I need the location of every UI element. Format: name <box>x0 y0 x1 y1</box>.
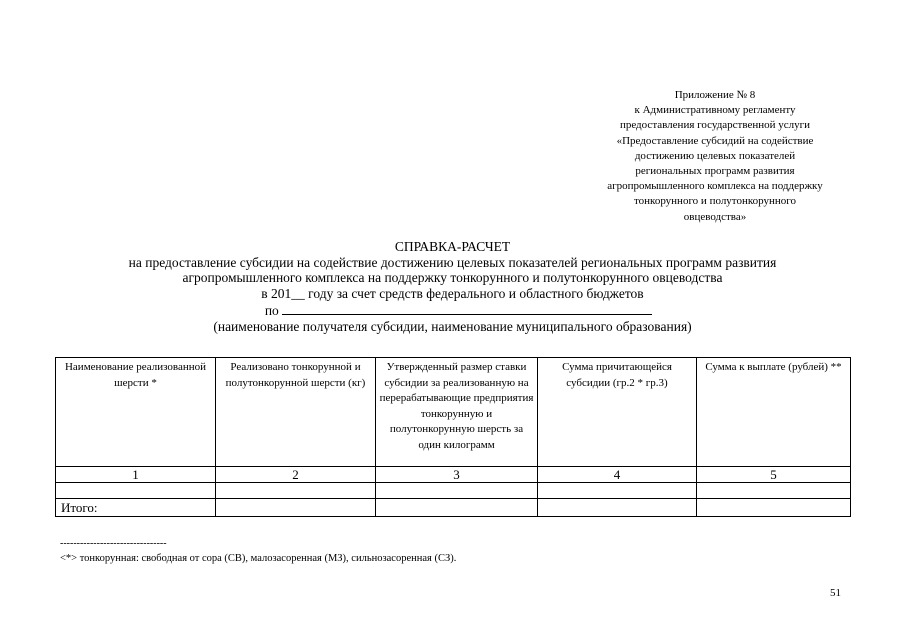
column-header: Наименование реализованной шерсти * <box>56 358 216 467</box>
annex-line: агропромышленного комплекса на поддержку <box>607 180 823 193</box>
table-cell <box>538 499 697 517</box>
annex-line: предоставления государственной услуги <box>619 119 811 132</box>
total-row <box>56 499 851 517</box>
column-header: Сумма к выплате (рублей) ** <box>697 358 851 467</box>
column-header: Утвержденный размер ставки субсидии за реализованную на перерабатывающие предприятия тонкорунную и полутонкорунную шерсть за один килограмм <box>376 358 538 467</box>
calculation-table <box>55 357 851 517</box>
column-number: 4 <box>538 467 697 483</box>
annex-line: овцеводства» <box>683 210 747 223</box>
document-title: СПРАВКА-РАСЧЕТ <box>394 239 511 254</box>
document-heading <box>0 239 905 334</box>
table-row <box>56 483 851 499</box>
heading-line: в 201__ году за счет средств федерального и областного бюджетов <box>261 286 644 302</box>
annex-line: к Административному регламенту <box>634 104 796 117</box>
table-cell <box>538 483 697 499</box>
recipient-caption: (наименование получателя субсидии, наименование муниципального образования) <box>213 318 692 334</box>
column-number-row <box>56 467 851 483</box>
table-cell <box>56 483 216 499</box>
footnote-separator: -------------------------------- <box>60 538 167 549</box>
annex-line: «Предоставление субсидий на содействие <box>616 134 814 147</box>
column-header: Реализовано тонкорунной и полутонкорунной шерсти (кг) <box>216 358 376 467</box>
total-label: Итого: <box>56 499 216 517</box>
heading-line: на предоставление субсидии на содействие достижению целевых показателей региональных программ развития <box>128 254 777 270</box>
annex-line: достижению целевых показателей <box>634 149 796 162</box>
page-number: 51 <box>830 587 841 599</box>
heading-line: агропромышленного комплекса на поддержку тонкорунного и полутонкорунного овцеводства <box>182 270 723 286</box>
recipient-line <box>6 302 905 319</box>
table-cell <box>697 499 851 517</box>
table-cell <box>697 483 851 499</box>
annex-reference <box>570 88 860 225</box>
table-cell <box>376 483 538 499</box>
annex-line: Приложение № 8 <box>674 89 756 101</box>
column-number: 5 <box>697 467 851 483</box>
table-cell <box>376 499 538 517</box>
footnote-text: <*> тонкорунная: свободная от сора (СВ), малозасоренная (МЗ), сильнозасоренная (СЗ). <box>60 553 457 564</box>
table-cell <box>216 499 376 517</box>
column-header: Сумма причитающейся субсидии (гр.2 * гр.3) <box>538 358 697 467</box>
column-number: 3 <box>376 467 538 483</box>
recipient-blank-field <box>282 302 652 315</box>
table-header-row <box>56 358 851 467</box>
column-number: 1 <box>56 467 216 483</box>
table-cell <box>216 483 376 499</box>
annex-line: тонкорунного и полутонкорунного <box>633 195 797 208</box>
column-number: 2 <box>216 467 376 483</box>
annex-line: региональных программ развития <box>635 165 795 178</box>
recipient-prefix: по <box>264 302 279 318</box>
